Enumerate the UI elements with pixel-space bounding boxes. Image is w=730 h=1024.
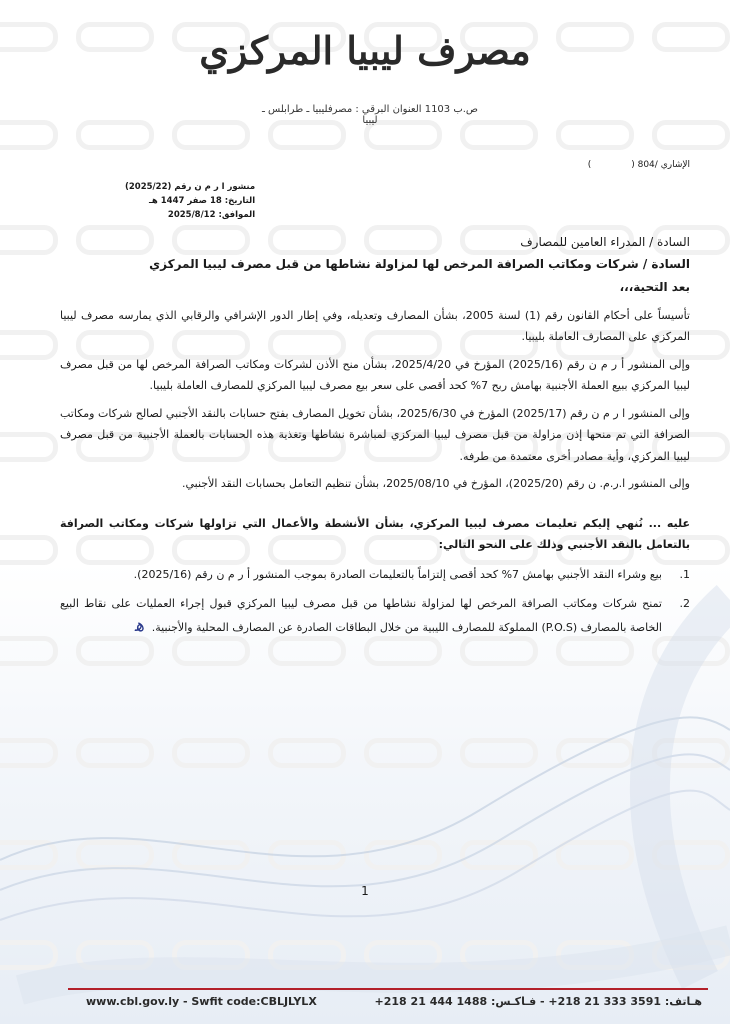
paragraph-5: عليه ... نُنهي إليكم تعليمات مصرف ليبيا المركزي، بشأن الأنشطة والأعمال التي تزاولها شركات ومكاتب الصرافة بالتعامل بالنقد الأجنبي وذلك على النحو التالي: — [60, 516, 690, 551]
date-hijri: التاريخ: 18 صفر 1447 هـ — [148, 196, 256, 206]
addressee-banks: السادة / المدراء العامين للمصارف — [520, 235, 690, 249]
instructions-list — [60, 564, 690, 639]
reference-number — [588, 160, 690, 170]
list-item-number: 1. — [679, 567, 690, 581]
paragraph-1: تأسيساً على أحكام القانون رقم (1) لسنة 2005، بشأن المصارف وتعديله، وفي إطار الدور الإشرافي والرقابي الذي يمارسه مصرف ليبيا المركزي على المصارف العاملة بليبيا. — [60, 308, 690, 343]
addressee-exchange: السادة / شركات ومكاتب الصرافة المرخص لها لمزاولة نشاطها من قبل مصرف ليبيا المركزي — [149, 256, 690, 271]
footer-contacts: هـاتف: 3591 333 21 218+ - فـاكـس: 1488 444 21 218+ — [374, 995, 702, 1008]
page-number: 1 — [361, 884, 369, 898]
circular-meta — [125, 180, 255, 222]
footer-website: www.cbl.gov.ly - Swfit code:CBLJLYLX — [86, 995, 317, 1008]
footer — [86, 995, 702, 1008]
bank-logo-text: مصرف ليبيا المركزي — [199, 28, 531, 73]
list-item-number: 2. — [679, 597, 690, 610]
greeting: بعد التحية،،، — [619, 280, 690, 294]
list-item — [60, 564, 690, 586]
list-item — [60, 593, 690, 638]
reference-label: الإشاري /804 — [637, 160, 690, 170]
reference-paren-close: ) — [587, 160, 592, 170]
signature-mark: ﻫ — [134, 614, 145, 636]
reference-paren-open: ( — [631, 160, 635, 170]
paragraph-4: وإلى المنشور ا.ر.م. ن رقم (2025/20)، المؤرخ في 2025/08/10، بشأن تنظيم التعامل بحسابات النقد الأجنبي. — [181, 477, 690, 490]
paragraph-3: وإلى المنشور ا ر م ن رقم (2025/17) المؤرخ في 2025/6/30، بشأن تخويل المصارف بفتح حسابات بالنقد الأجنبي لصالح شركات ومكاتب الصرافة التي تم منحها إذن مزاولة من قبل مصرف ليبيا المركزي لمباشرة نشاطها وتغذية هذه الحسابات بالعملة الأجنبية من قبل مصرف ليبيا المركزي، وأية مصادر أخرى معتمدة من طرفه. — [60, 406, 690, 463]
footer-divider — [68, 988, 708, 990]
paragraph-2: وإلى المنشور أ ر م ن رقم (2025/16) المؤرخ في 2025/4/20، بشأن منح الأذن لشركات ومكاتب الصرافة المرخص لها من قبل مصرف ليبيا المركزي ببيع العملة الأجنبية بهامش ربح 7% كحد أقصى على سعر بيع مصرف ليبيا المركزي للمصارف العاملة بليبيا. — [60, 357, 690, 392]
letter-body — [60, 232, 690, 638]
circular-number: منشور ا ر م ن رقم (2025/22) — [125, 182, 256, 192]
date-gregorian: الموافق: 2025/8/12 — [167, 210, 256, 220]
header-address: ص.ب 1103 العنوان البرقي : مصرفليبيا ـ طرابلس ـ ليبيا — [261, 104, 479, 126]
list-item-text: بيع وشراء النقد الأجنبي بهامش 7% كحد أقصى إلتزاماً بالتعليمات الصادرة بموجب المنشور أ ر م ن رقم (2025/16). — [133, 567, 662, 581]
list-item-text: تمنح شركات ومكاتب الصرافة المرخص لها لمزاولة نشاطها من قبل مصرف ليبيا المركزي قبول إجراء العمليات على نقاط البيع الخاصة بالمصارف (P.O.S) المملوكة للمصارف الليبية من خلال البطاقات الصادرة عن المصارف المحلية والأجنبية. — [60, 597, 662, 634]
